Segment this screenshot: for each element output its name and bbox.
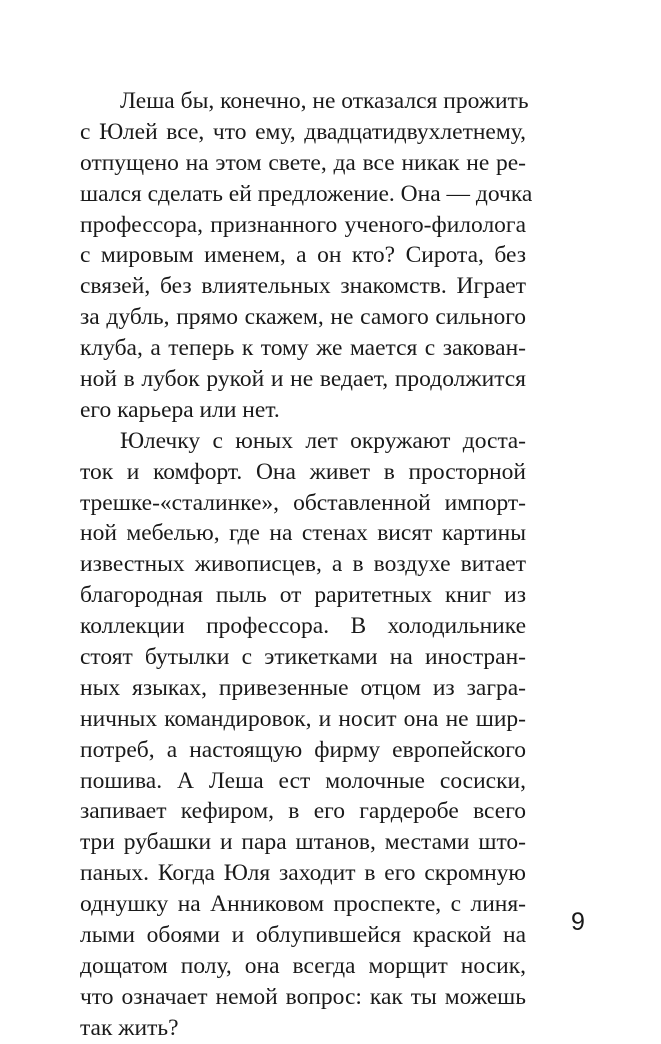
text-line: запивает кефиром, в его гардеробе всего bbox=[80, 798, 526, 825]
text-line: паных. Когда Юля заходит в его скромную bbox=[80, 860, 526, 887]
text-line: ток и комфорт. Она живет в просторной bbox=[80, 458, 526, 485]
text-line: профессора, признанного ученого-филолога bbox=[80, 211, 526, 238]
text-line: его карьера или нет. bbox=[80, 396, 280, 423]
text-line: благородная пыль от раритетных книг из bbox=[80, 582, 526, 609]
text-line: отпущено на этом свете, да все никак не ре- bbox=[80, 149, 526, 176]
text-line: потреб, а настоящую фирму европейского bbox=[80, 736, 526, 763]
text-line: ных языках, привезенные отцом из загра- bbox=[80, 674, 526, 701]
text-line: дощатом полу, она всегда морщит носик, bbox=[80, 952, 526, 979]
text-line: однушку на Анниковом проспекте, с линя- bbox=[80, 891, 526, 918]
text-line: Леша бы, конечно, не отказался прожить bbox=[120, 88, 529, 114]
text-line: лыми обоями и облупившейся краской на bbox=[80, 922, 526, 949]
text-line: известных живописцев, а в воздухе витает bbox=[80, 551, 526, 578]
text-line: Юлечку с юных лет окружают достa- bbox=[120, 427, 526, 454]
body-text bbox=[80, 86, 533, 1044]
text-line: коллекции профессора. В холодильнике bbox=[80, 613, 526, 640]
page-number: 9 bbox=[571, 908, 585, 936]
text-line: ной в лубок рукой и не ведает, продолжится bbox=[80, 366, 526, 393]
text-line: за дубль, прямо скажем, не самого сильного bbox=[80, 304, 526, 331]
text-line: так жить? bbox=[80, 1014, 179, 1041]
text-line: ничных командировок, и носит она не шир- bbox=[80, 705, 526, 732]
text-line: с мировым именем, а он кто? Сирота, без bbox=[80, 242, 526, 269]
text-line: стоят бутылки с этикетками на иностран- bbox=[80, 644, 526, 671]
text-line: пошива. А Леша ест молочные сосиски, bbox=[80, 767, 526, 794]
text-line: ной мебелью, где на стенах висят картины bbox=[80, 520, 526, 547]
text-line: клуба, а теперь к тому же мается с закован- bbox=[80, 335, 526, 362]
text-line: с Юлей все, что ему, двадцатидвухлетнему, bbox=[80, 118, 526, 145]
text-line: что означает немой вопрос: как ты можешь bbox=[80, 983, 526, 1010]
text-line: шался сделать ей предложение. Она — дочка bbox=[80, 180, 533, 207]
text-line: трешке-«сталинке», обставленной импорт- bbox=[80, 489, 526, 516]
text-line: три рубашки и пара штанов, местами што- bbox=[80, 829, 526, 856]
text-line: связей, без влиятельных знакомств. Играет bbox=[80, 273, 526, 300]
